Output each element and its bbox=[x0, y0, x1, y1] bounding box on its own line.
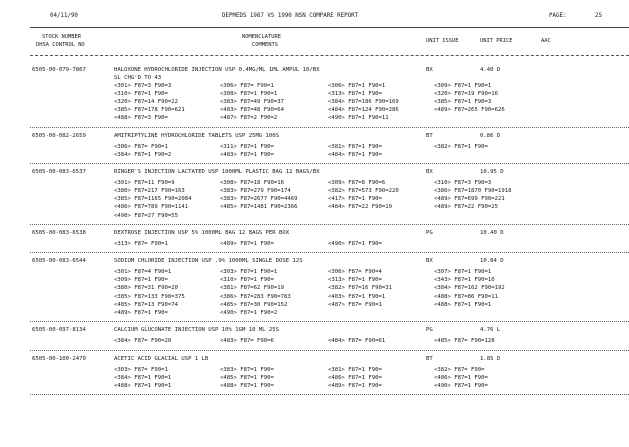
stock-item bbox=[0, 68, 629, 128]
facility-ref: <306> F87=1 F90=1 bbox=[328, 82, 386, 89]
col-nomen-line2: COMMENTS bbox=[252, 42, 278, 48]
facility-ref: <385> F87=1 F90=3 bbox=[434, 98, 492, 105]
facility-ref: <303> F87=1 F90=1 bbox=[220, 269, 278, 276]
facility-ref: <313> F87=1 F90= bbox=[328, 90, 382, 97]
nomenclature: CALCIUM GLUCONATE INJECTION USP 10% 1GM 10 ML 25S bbox=[114, 327, 280, 334]
facility-ref: <306> F87= F90=1 bbox=[220, 82, 274, 89]
facility-ref: <310> F87=3 F90=3 bbox=[434, 179, 492, 186]
facility-ref: <383> F87=2677 F90=4469 bbox=[220, 196, 298, 203]
unit-issue: PG bbox=[426, 327, 433, 334]
facility-ref: <306> F87= F90=1 bbox=[114, 143, 168, 150]
stock-number: 6505-00-083-6544 bbox=[32, 258, 86, 265]
unit-issue: PG bbox=[426, 229, 433, 236]
unit-price: 1.85 D bbox=[480, 355, 501, 362]
unit-issue: BT bbox=[426, 355, 433, 362]
facility-ref: <487> F87= F90=1 bbox=[328, 301, 382, 308]
facility-ref: <382> F87=1 F90= bbox=[434, 143, 488, 150]
nomenclature: SODIUM CHLORIDE INJECTION USP .9% 1000ML SINGLE DOSE 12S bbox=[114, 258, 303, 265]
stock-number: 6505-00-083-6537 bbox=[32, 168, 86, 175]
facility-ref: <486> F87=1 F90= bbox=[328, 374, 382, 381]
stock-number: 6505-00-083-6538 bbox=[32, 229, 86, 236]
facility-ref: <320> F87=14 F90=22 bbox=[114, 98, 178, 105]
facility-ref: <313> F87=1 F90= bbox=[328, 277, 382, 284]
facility-ref: <485> F87=1481 F90=2366 bbox=[220, 204, 298, 211]
facility-ref: <490> F87=1 F90= bbox=[434, 382, 488, 389]
facility-ref: <484> F87= F90=61 bbox=[328, 338, 386, 345]
nomenclature-comment: SL CHG'D TO 43 bbox=[114, 74, 162, 81]
facility-ref: <384> F87= F90=20 bbox=[114, 338, 172, 345]
facility-ref: <490> F87=1 F90= bbox=[328, 240, 382, 247]
facility-ref: <488> F87=1 F90=1 bbox=[434, 301, 492, 308]
facility-ref: <380> F87=31 F90=20 bbox=[114, 285, 178, 292]
item-separator bbox=[30, 394, 629, 395]
nomenclature: DEXTROSE INJECTION USP 5% 1000ML BAG 12 BAGS PER BOX bbox=[114, 229, 290, 236]
facility-ref: <380> F87=217 F90=163 bbox=[114, 188, 185, 195]
item-separator bbox=[30, 321, 629, 322]
stock-number: 6505-00-079-7867 bbox=[32, 67, 86, 73]
col-aac: AAC bbox=[541, 38, 551, 44]
unit-issue: BX bbox=[426, 258, 433, 265]
facility-ref: <303> F87= F90=1 bbox=[114, 366, 168, 373]
col-unit-price: UNIT PRICE bbox=[480, 38, 513, 44]
facility-ref: <484> F87=22 F90=19 bbox=[328, 204, 392, 211]
facility-ref: <488> F87=86 F90=11 bbox=[434, 293, 498, 300]
facility-ref: <382> F87= F90= bbox=[434, 366, 485, 373]
stock-item bbox=[0, 134, 629, 164]
facility-ref: <301> F87=11 F90=9 bbox=[114, 179, 175, 186]
stock-item bbox=[0, 357, 629, 396]
header-rule-bottom bbox=[30, 55, 629, 56]
facility-ref: <311> F87=1 F90= bbox=[220, 143, 274, 150]
facility-ref: <301> F87=4 F90=1 bbox=[114, 269, 172, 276]
stock-number: 6505-00-082-2659 bbox=[32, 132, 86, 139]
facility-ref: <383> F87=1 F90= bbox=[220, 366, 274, 373]
facility-ref: <489> F87=1 F90= bbox=[220, 240, 274, 247]
facility-ref: <309> F87=8 F90=6 bbox=[328, 179, 386, 186]
facility-ref: <489> F87=22 F90=25 bbox=[434, 204, 498, 211]
facility-ref: <417> F87=1 F90= bbox=[328, 196, 382, 203]
facility-ref: <310> F87=1 F90= bbox=[114, 90, 168, 97]
stock-item bbox=[0, 170, 629, 225]
facility-ref: <485> F87= F90=128 bbox=[434, 338, 495, 345]
unit-issue: BT bbox=[426, 132, 433, 139]
stock-item bbox=[0, 259, 629, 322]
facility-ref: <484> F87=1 F90= bbox=[328, 151, 382, 158]
unit-price: 4.40 D bbox=[480, 67, 501, 73]
facility-ref: <489> F87=1 F90= bbox=[328, 382, 382, 389]
stock-item bbox=[0, 328, 629, 350]
col-stock-line1: STOCK NUMBER bbox=[42, 34, 81, 40]
unit-price: 4.76 L bbox=[480, 327, 501, 334]
facility-ref: <486> F87=1 F90= bbox=[434, 374, 488, 381]
facility-ref: <486> F87=789 F90=1141 bbox=[114, 204, 189, 211]
facility-ref: <487> F87=2 F90=2 bbox=[220, 115, 278, 122]
col-unit-issue: UNIT ISSUE bbox=[426, 38, 459, 44]
item-separator bbox=[30, 163, 629, 164]
item-separator bbox=[30, 224, 629, 225]
facility-ref: <381> F87=62 F90=19 bbox=[220, 285, 284, 292]
facility-ref: <309> F87=1 F90=1 bbox=[434, 82, 492, 89]
facility-ref: <488> F87=3 F90= bbox=[114, 115, 168, 122]
facility-ref: <485> F87=13 F90=74 bbox=[114, 301, 178, 308]
nomenclature: HALOXONE HYDROCHLORIDE INJECTION USP 0.4MG/ML 1ML AMPUL 10/BX bbox=[114, 67, 320, 73]
facility-ref: <385> F87=1165 F90=2084 bbox=[114, 196, 192, 203]
facility-ref: <306> F87= F90=4 bbox=[328, 269, 382, 276]
page-label: PAGE: bbox=[549, 13, 567, 19]
facility-ref: <308> F87=18 F90=16 bbox=[220, 179, 284, 186]
facility-ref: <384> F87=186 F90=169 bbox=[328, 98, 399, 105]
facility-ref: <484> F87=124 F90=286 bbox=[328, 107, 399, 114]
col-stock-line2: DHSA CONTROL NO bbox=[36, 42, 85, 48]
facility-ref: <403> F87=1 F90=1 bbox=[328, 293, 386, 300]
item-separator bbox=[30, 127, 629, 128]
facility-ref: <383> F87=279 F90=174 bbox=[220, 188, 291, 195]
facility-ref: <384> F87=1 F90=1 bbox=[114, 374, 172, 381]
unit-issue: BX bbox=[426, 168, 433, 175]
facility-ref: <383> F87=49 F90=37 bbox=[220, 98, 284, 105]
facility-ref: <384> F87=1 F90=2 bbox=[114, 151, 172, 158]
facility-ref: <384> F87=162 F90=192 bbox=[434, 285, 505, 292]
item-separator bbox=[30, 252, 629, 253]
facility-ref: <483> F87=1 F90= bbox=[220, 151, 274, 158]
facility-ref: <309> F87=1 F90= bbox=[114, 277, 168, 284]
facility-ref: <489> F87=1 F90= bbox=[114, 310, 168, 317]
facility-ref: <489> F87=699 F90=221 bbox=[434, 196, 505, 203]
facility-ref: <343> F87=1 F90=10 bbox=[434, 277, 495, 284]
unit-issue: BX bbox=[426, 67, 433, 73]
unit-price: 10.95 D bbox=[480, 168, 504, 175]
stock-number: 6505-00-097-8134 bbox=[32, 327, 86, 334]
report-title: DEPMEDS 1987 VS 1990 NSN COMPARE REPORT bbox=[222, 13, 359, 19]
facility-ref: <385> F87=133 F90=375 bbox=[114, 293, 185, 300]
facility-ref: <301> F87=3 F90=3 bbox=[114, 82, 172, 89]
facility-ref: <386> F87=1870 F90=1918 bbox=[434, 188, 512, 195]
header-rule-top bbox=[30, 27, 629, 28]
facility-ref: <382> F87=573 F90=220 bbox=[328, 188, 399, 195]
facility-ref: <490> F87=1 F90=2 bbox=[220, 310, 278, 317]
nomenclature: AMITRIPTYLINE HYDROCHLORIDE TABLETS USP 25MG 100S bbox=[114, 132, 280, 139]
nomenclature: RINGER'S INJECTION LACTATED USP 1000ML PLASTIC BAG 12 BAGS/BX bbox=[114, 168, 320, 175]
unit-price: 10.40 D bbox=[480, 229, 504, 236]
report-date: 04/11/90 bbox=[50, 13, 78, 19]
page-number: 25 bbox=[595, 13, 602, 19]
unit-price: 0.86 D bbox=[480, 132, 501, 139]
facility-ref: <485> F87=1 F90= bbox=[220, 374, 274, 381]
unit-price: 10.84 D bbox=[480, 258, 504, 265]
facility-ref: <382> F87=16 F90=31 bbox=[328, 285, 392, 292]
facility-ref: <490> F87=1 F90=11 bbox=[328, 115, 389, 122]
facility-ref: <320> F87=19 F90=16 bbox=[434, 90, 498, 97]
col-nomen-line1: NOMENCLATURE bbox=[242, 34, 281, 40]
facility-ref: <489> F87=265 F90=626 bbox=[434, 107, 505, 114]
facility-ref: <381> F87=1 F90= bbox=[328, 366, 382, 373]
facility-ref: <308> F87=1 F90=1 bbox=[220, 90, 278, 97]
stock-item bbox=[0, 231, 629, 253]
facility-ref: <488> F87=1 F90= bbox=[220, 382, 274, 389]
facility-ref: <313> F87= F90=1 bbox=[114, 240, 168, 247]
facility-ref: <490> F87=27 F90=55 bbox=[114, 212, 178, 219]
facility-ref: <385> F87=178 F90=621 bbox=[114, 107, 185, 114]
facility-ref: <483> F87= F90=6 bbox=[220, 338, 274, 345]
facility-ref: <488> F87=1 F90=1 bbox=[114, 382, 172, 389]
facility-ref: <386> F87=283 F90=783 bbox=[220, 293, 291, 300]
facility-ref: <381> F87=1 F90= bbox=[328, 143, 382, 150]
stock-number: 6505-00-100-2470 bbox=[32, 355, 86, 362]
nomenclature: ACETIC ACID GLACIAL USP 1 LB bbox=[114, 355, 209, 362]
facility-ref: <483> F87=48 F90=64 bbox=[220, 107, 284, 114]
facility-ref: <310> F87=1 F90= bbox=[220, 277, 274, 284]
facility-ref: <485> F87=30 F90=152 bbox=[220, 301, 288, 308]
facility-ref: <307> F87=1 F90=1 bbox=[434, 269, 492, 276]
item-separator bbox=[30, 350, 629, 351]
